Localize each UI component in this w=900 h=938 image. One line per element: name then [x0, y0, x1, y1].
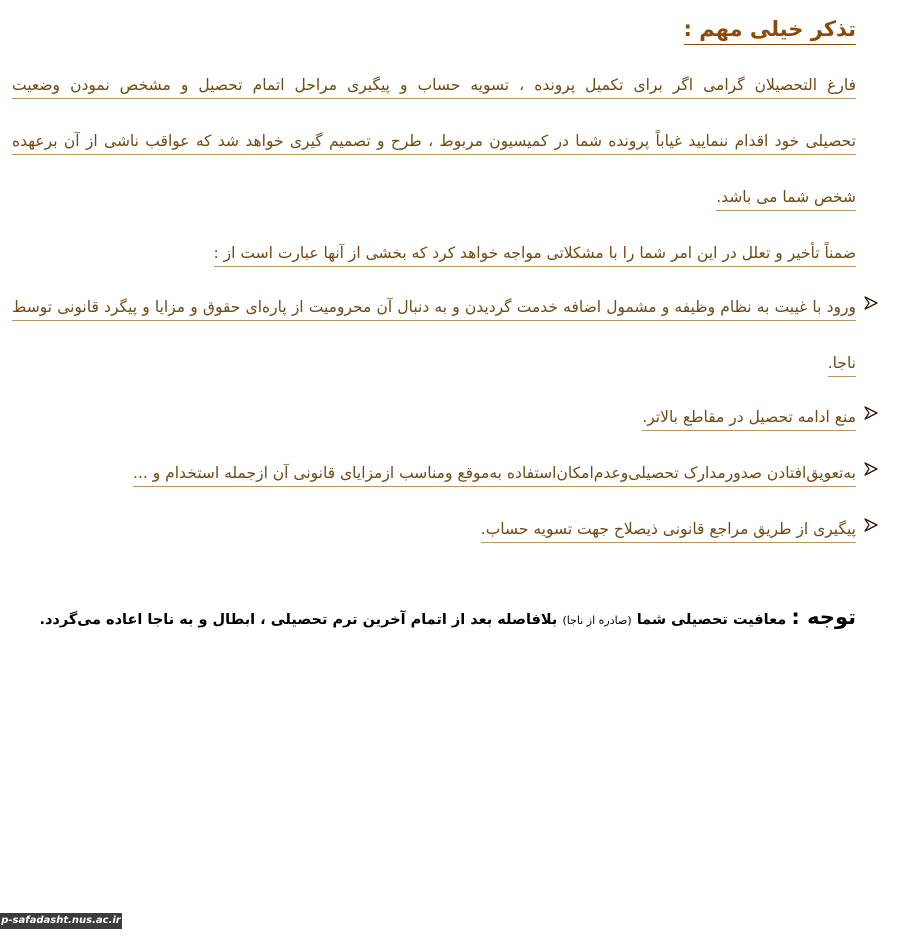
arrowhead-bullet-icon — [862, 294, 880, 312]
site-watermark: p-safadasht.nus.ac.ir — [0, 913, 122, 929]
arrowhead-bullet-icon — [862, 460, 880, 478]
paragraph-line-1: فارغ التحصیلان گرامی اگر برای تکمیل پرونده ، تسویه حساب و پیگیری مراحل اتمام تحصیل و مشخص نمودن وضعیت — [12, 72, 856, 99]
bullet-1-line-1: ورود با غیبت به نظام وظیفه و مشمول اضافه خدمت گردیدن و به دنبال آن محرومیت از پاره‌ای حقوق و مزایا و پیگرد قانونی توسط — [12, 294, 856, 321]
paragraph-line-4: ضمناً تأخیر و تعلل در این امر شما را با مشکلاتی مواجه خواهد کرد که بخشی از آنها عبارت است از : — [214, 240, 856, 267]
note-paragraph — [39, 600, 856, 638]
note-small-text: (صادره از ناجا) — [562, 614, 632, 627]
arrowhead-bullet-icon — [862, 516, 880, 534]
paragraph-line-2: تحصیلی خود اقدام ننمایید غیاباً پرونده شما در کمیسیون مربوط ، طرح و تصمیم گیری خواهد شد که عواقب ناشی از آن برعهده — [12, 128, 856, 155]
note-label: توجه : — [791, 605, 856, 629]
bullet-3-line-1: به‌تعویق‌افتادن صدورمدارک تحصیلی‌وعدم‌امکان‌استفاده به‌موقع ومناسب ازمزایای قانونی آن ازجمله استخدام و ... — [133, 460, 856, 487]
page-title: تذکر خیلی مهم : — [684, 14, 856, 45]
bullet-1-line-2: ناجا. — [828, 350, 856, 377]
note-text-after: بلافاصله بعد از اتمام آخرین ترم تحصیلی ، ابطال و به ناجا اعاده می‌گردد. — [39, 612, 558, 628]
bullet-2-line-1: منع ادامه تحصیل در مقاطع بالاتر. — [642, 404, 856, 431]
bullet-4-line-1: پیگیری از طریق مراجع قانونی ذیصلاح جهت تسویه حساب. — [481, 516, 856, 543]
arrowhead-bullet-icon — [862, 404, 880, 422]
paragraph-line-3: شخص شما می باشد. — [716, 184, 856, 211]
note-text-before: معافیت تحصیلی شما — [636, 612, 787, 628]
